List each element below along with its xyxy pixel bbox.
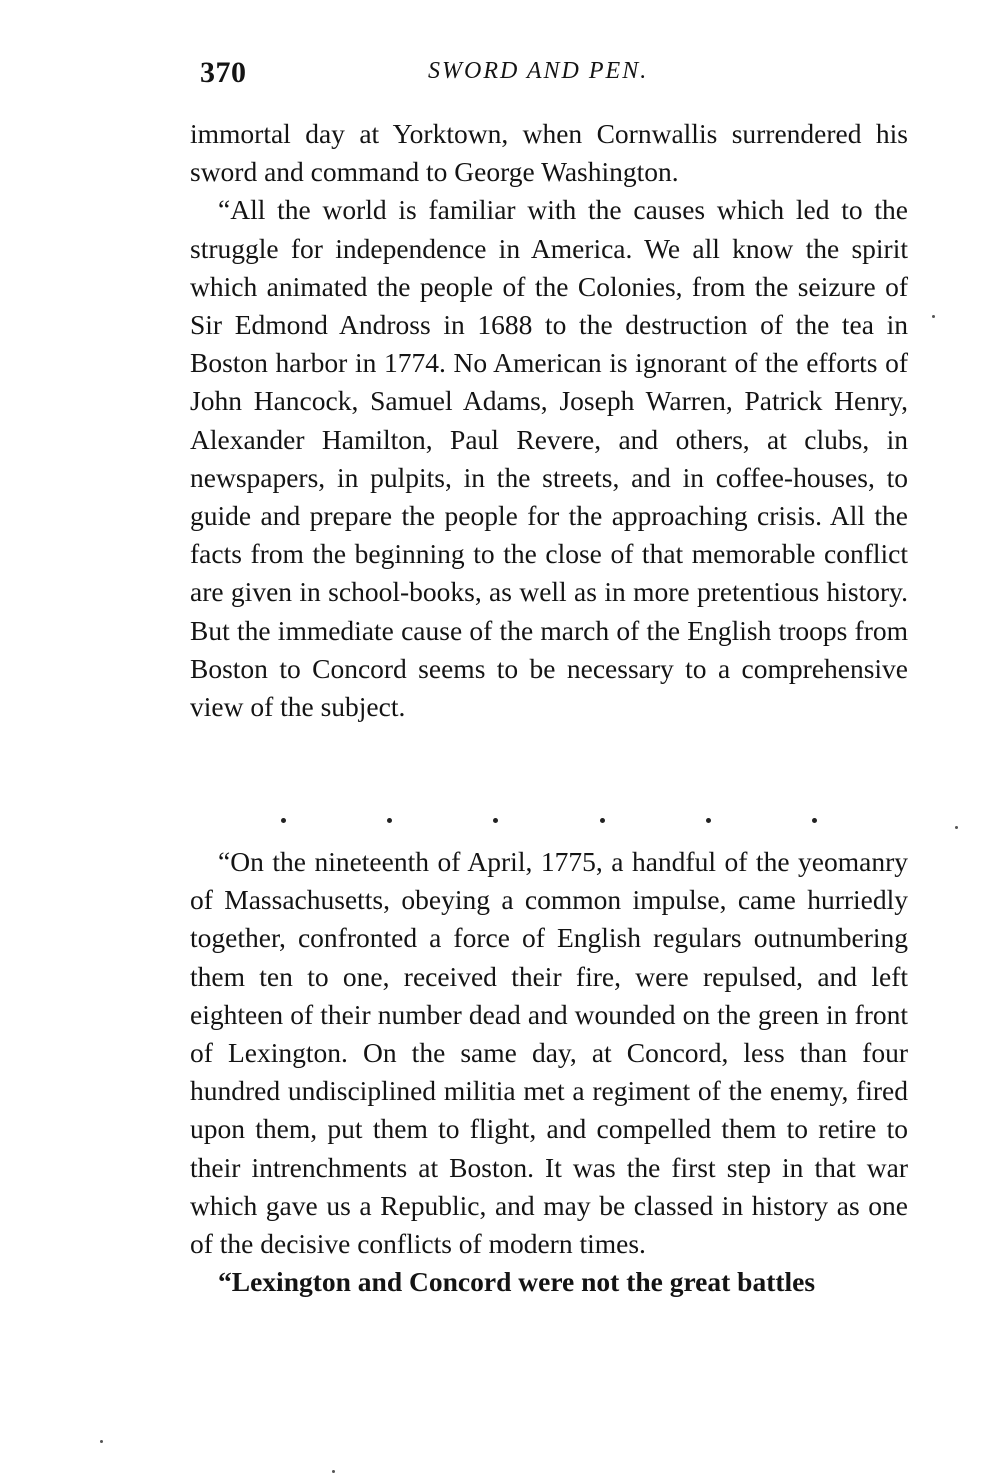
ellipsis-dot (281, 818, 286, 823)
ellipsis-dot (812, 818, 817, 823)
running-title: SWORD AND PEN. (428, 58, 649, 84)
ellipsis-dot (387, 818, 392, 823)
ellipsis-dot (600, 818, 605, 823)
ellipsis-dot (706, 818, 711, 823)
page-number: 370 (200, 56, 247, 89)
text-block-top (190, 115, 908, 726)
print-speck (955, 826, 958, 829)
paragraph-continuation: immortal day at Yorktown, when Cornwallis surrendered his sword and command to George Washington. (190, 118, 908, 188)
print-speck (332, 1470, 335, 1473)
print-speck (100, 1440, 103, 1443)
running-head (190, 56, 910, 96)
text-block-bottom (190, 843, 908, 1301)
print-speck (932, 315, 935, 318)
ellipsis-dot (493, 818, 498, 823)
paragraph-lexington-concord: “Lexington and Concord were not the great battles (218, 1266, 816, 1298)
paragraph-nineteenth-april: “On the nineteenth of April, 1775, a handful of the yeomanry of Massachusetts, obeying a common impulse, came hurriedly together, confronted a force of English regulars outnumbering them ten to one, received their fire, were repulsed, and left eighteen of their number dead and wounded on the green in front of Lexington. On the same day, at Concord, less than four hundred undisciplined militia met a regiment of the enemy, fired upon them, put them to flight, and compelled them to retire to their intrenchments at Boston. It was the first step in that war which gave us a Republic, and may be classed in history as one of the decisive conflicts of modern times. (190, 846, 908, 1260)
paragraph-causes: “All the world is familiar with the causes which led to the struggle for independence in America. We all know the spirit which animated the people of the Colonies, from the seizure of Sir Edmond Andross in 1688 to the destruction of the tea in Boston harbor in 1774. No American is ignorant of the efforts of John Hancock, Samuel Adams, Joseph Warren, Patrick Henry, Alexander Hamilton, Paul Revere, and others, at clubs, in newspapers, in pulpits, in the streets, and in coffee-houses, to guide and prepare the people for the approaching crisis. All the facts from the beginning to the close of that memorable conflict are given in school-books, as well as in more pretentious history. But the immediate cause of the march of the English troops from Boston to Concord seems to be necessary to a comprehensive view of the subject. (190, 194, 908, 723)
section-break-dots (190, 810, 908, 830)
